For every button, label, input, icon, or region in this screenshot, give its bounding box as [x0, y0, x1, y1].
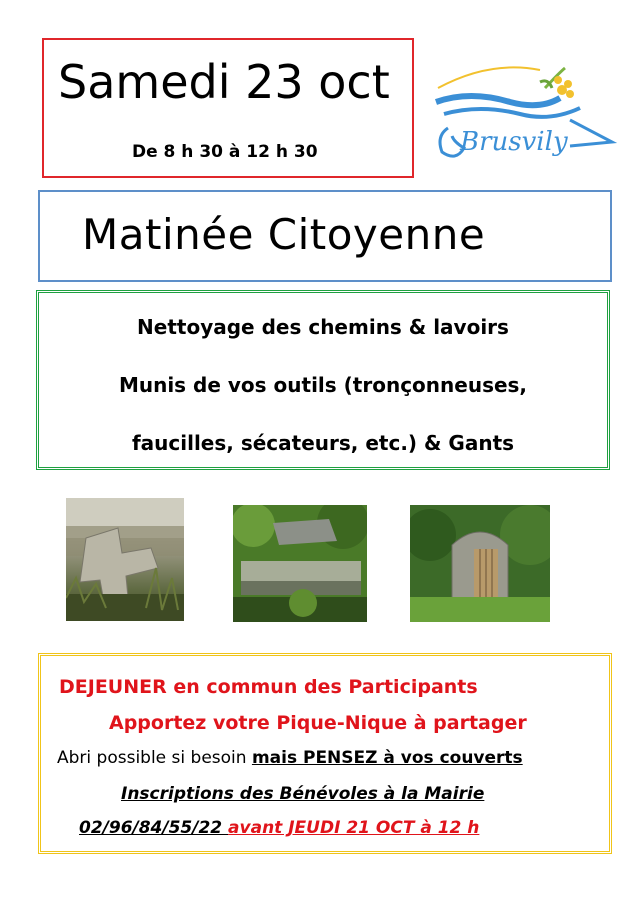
well-photo	[410, 505, 550, 622]
lavoir-photo	[233, 505, 367, 622]
event-date: Samedi 23 oct	[58, 55, 390, 109]
cutlery-reminder: mais PENSEZ à vos couverts	[251, 748, 523, 768]
shelter-text: Abri possible si besoin	[57, 748, 252, 768]
tasks-box	[36, 290, 610, 470]
date-box	[42, 38, 414, 178]
task-line: Munis de vos outils (tronçonneuses,	[118, 373, 528, 397]
phone-number: 02/96/84/55/22	[79, 818, 229, 838]
event-hours: De 8 h 30 à 12 h 30	[132, 142, 318, 162]
brusvily-logo	[430, 50, 620, 170]
stone-cross-photo	[66, 498, 184, 621]
logo-graphic	[430, 50, 620, 170]
deadline: avant JEUDI 21 OCT à 12 h	[228, 818, 480, 838]
registration-note: Inscriptions des Bénévoles à la Mairie	[121, 784, 485, 804]
title-box	[38, 190, 612, 282]
task-line: Nettoyage des chemins & lavoirs	[137, 315, 509, 339]
logo-text: Brusvily	[460, 127, 568, 157]
lunch-heading: DEJEUNER en commun des Participants	[59, 676, 478, 698]
shelter-note	[57, 748, 523, 768]
page-title: Matinée Citoyenne	[82, 210, 486, 259]
picnic-note: Apportez votre Pique-Nique à partager	[109, 712, 527, 734]
task-line: faucilles, sécateurs, etc.) & Gants	[131, 431, 515, 455]
contact-line	[79, 818, 479, 838]
lunch-box	[38, 653, 612, 854]
